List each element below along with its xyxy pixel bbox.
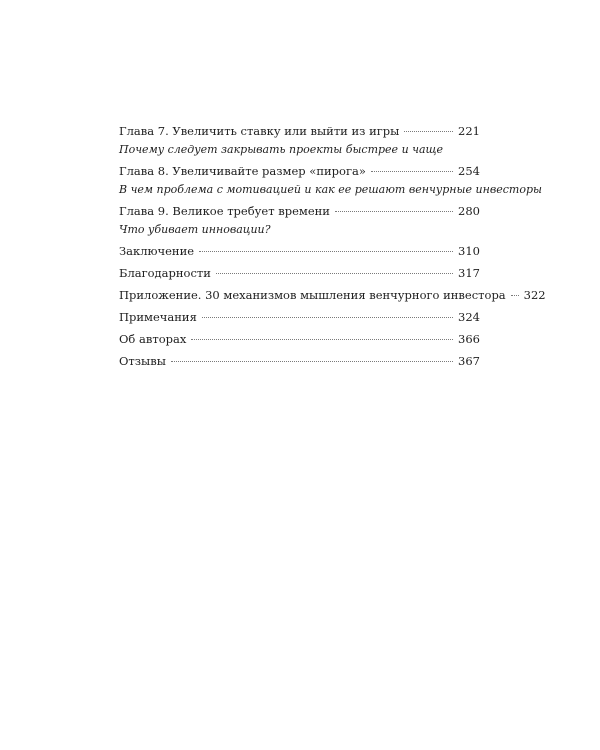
toc-page-number: 280 — [458, 204, 480, 218]
toc-line — [119, 288, 546, 303]
table-of-contents — [119, 124, 546, 369]
dot-leader — [171, 361, 453, 362]
toc-line — [119, 310, 480, 325]
toc-line — [119, 164, 480, 179]
toc-entry-title: Благодарности — [119, 266, 211, 280]
toc-page-number: 366 — [458, 332, 480, 346]
toc-entry-reviews[interactable] — [119, 354, 480, 369]
toc-page-number: 221 — [458, 124, 480, 138]
toc-entry-subtitle: Что убивает инновации? — [119, 223, 271, 236]
dot-leader — [199, 251, 453, 252]
toc-entry-title: Глава 8. Увеличивайте размер «пирога» — [119, 164, 366, 178]
toc-page-number: 317 — [458, 266, 480, 280]
toc-entry-conclusion[interactable] — [119, 244, 480, 259]
toc-entry-title: Глава 7. Увеличить ставку или выйти из игры — [119, 124, 400, 138]
toc-line — [119, 354, 480, 369]
toc-page-number: 310 — [458, 244, 480, 258]
toc-line — [119, 266, 480, 281]
toc-page-number: 367 — [458, 354, 480, 368]
toc-entry-about-authors[interactable] — [119, 332, 480, 347]
toc-entry-subtitle: Почему следует закрывать проекты быстрее и чаще — [119, 143, 444, 156]
dot-leader — [404, 131, 453, 132]
toc-line — [119, 124, 480, 139]
toc-entry-subtitle: В чем проблема с мотивацией и как ее решают венчурные инвесторы — [119, 183, 542, 196]
toc-page-number: 322 — [523, 288, 546, 302]
toc-page-number: 254 — [458, 164, 480, 178]
toc-entry-acknowledgements[interactable] — [119, 266, 480, 281]
toc-entry-appendix[interactable] — [119, 288, 546, 303]
toc-entry-title: Заключение — [119, 244, 195, 258]
toc-entry-notes[interactable] — [119, 310, 480, 325]
dot-leader — [511, 295, 519, 296]
toc-entry-chapter-9[interactable] — [119, 204, 480, 237]
toc-line — [119, 332, 480, 347]
dot-leader — [216, 273, 453, 274]
dot-leader — [335, 211, 453, 212]
dot-leader — [202, 317, 453, 318]
toc-entry-chapter-7[interactable] — [119, 124, 480, 157]
toc-page-number: 324 — [458, 310, 480, 324]
toc-entry-title: Отзывы — [119, 354, 166, 368]
dot-leader — [191, 339, 453, 340]
toc-entry-title: Примечания — [119, 310, 197, 324]
toc-entry-chapter-8[interactable] — [119, 164, 542, 197]
toc-entry-title: Об авторах — [119, 332, 187, 346]
toc-line — [119, 244, 480, 259]
dot-leader — [371, 171, 453, 172]
toc-line — [119, 204, 480, 219]
toc-entry-title: Приложение. 30 механизмов мышления венчурного инвестора — [119, 288, 506, 302]
toc-entry-title: Глава 9. Великое требует времени — [119, 204, 330, 218]
